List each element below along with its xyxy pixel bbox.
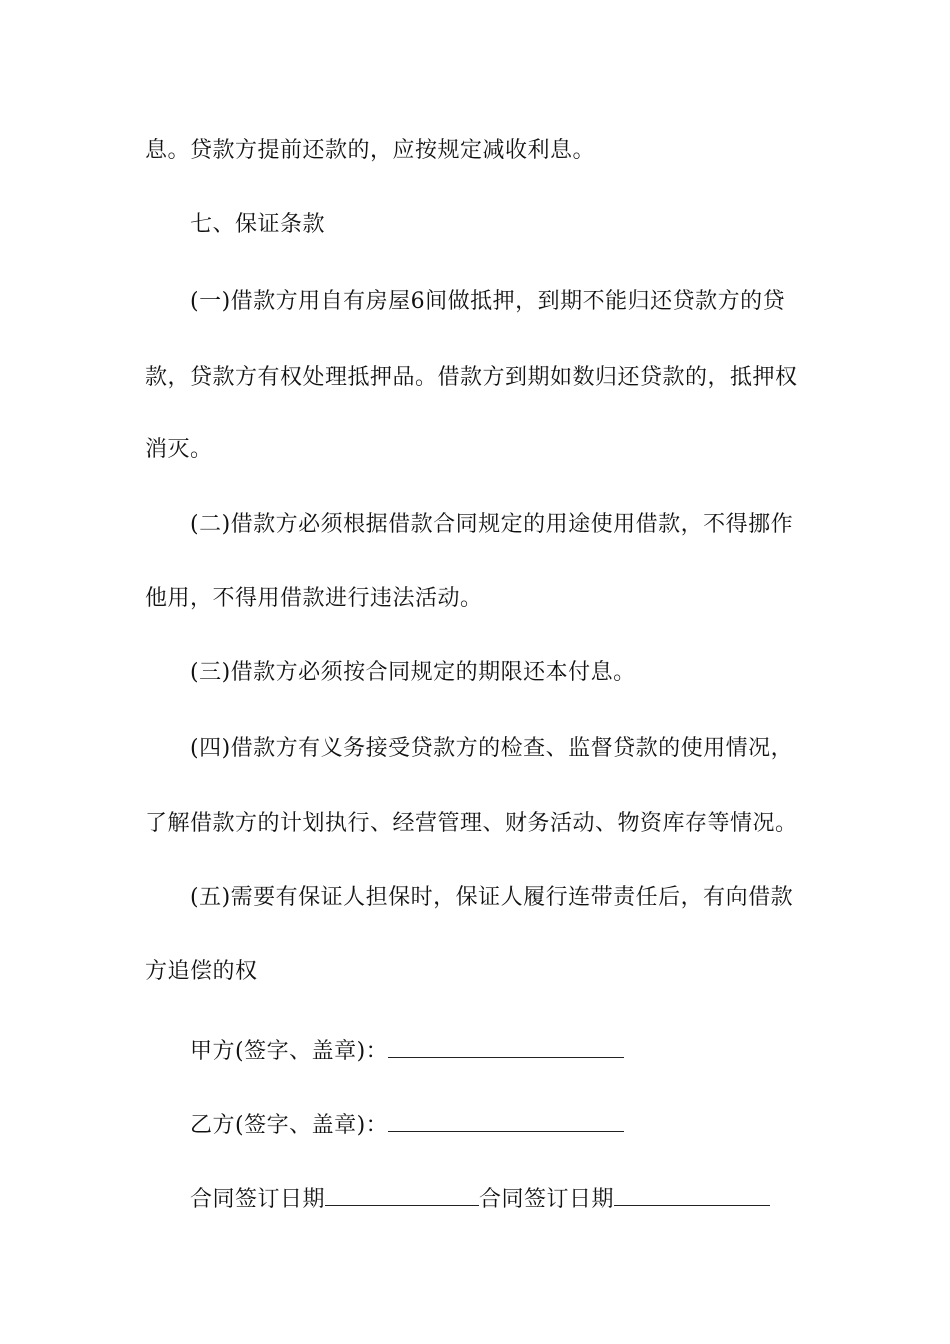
signing-date-label: 合同签订日期 (190, 1187, 326, 1212)
party-a-signature (190, 1037, 624, 1065)
paragraph-line: 他用，不得用借款进行违法活动。 (145, 586, 483, 611)
signing-date-label: 合同签订日期 (479, 1187, 615, 1212)
paragraph-line: (一)借款方用自有房屋6间做抵押，到期不能归还贷款方的贷 (190, 289, 786, 314)
signing-date-field[interactable] (614, 1185, 770, 1206)
paragraph-line: 消灭。 (145, 437, 213, 462)
party-a-signature-field[interactable] (388, 1037, 624, 1058)
paragraph-line: 息。贷款方提前还款的，应按规定减收利息。 (145, 138, 596, 163)
section-heading: 七、保证条款 (190, 212, 326, 237)
paragraph-line: (五)需要有保证人担保时，保证人履行连带责任后，有向借款 (190, 885, 794, 910)
paragraph-line: (三)借款方必须按合同规定的期限还本付息。 (190, 660, 636, 685)
party-b-signature-field[interactable] (388, 1111, 624, 1132)
paragraph-line: 了解借款方的计划执行、经营管理、财务活动、物资库存等情况。 (145, 811, 798, 836)
party-a-label: 甲方(签字、盖章)： (190, 1039, 389, 1064)
paragraph-line: (二)借款方必须根据借款合同规定的用途使用借款，不得挪作 (190, 512, 794, 537)
signing-date-row (190, 1185, 770, 1213)
paragraph-line: (四)借款方有义务接受贷款方的检查、监督贷款的使用情况， (190, 736, 794, 761)
party-b-label: 乙方(签字、盖章)： (190, 1113, 389, 1138)
paragraph-line: 方追偿的权 (145, 959, 258, 984)
party-b-signature (190, 1111, 624, 1139)
paragraph-line: 款，贷款方有权处理抵押品。借款方到期如数归还贷款的，抵押权 (145, 365, 798, 390)
signing-date-field[interactable] (325, 1185, 479, 1206)
